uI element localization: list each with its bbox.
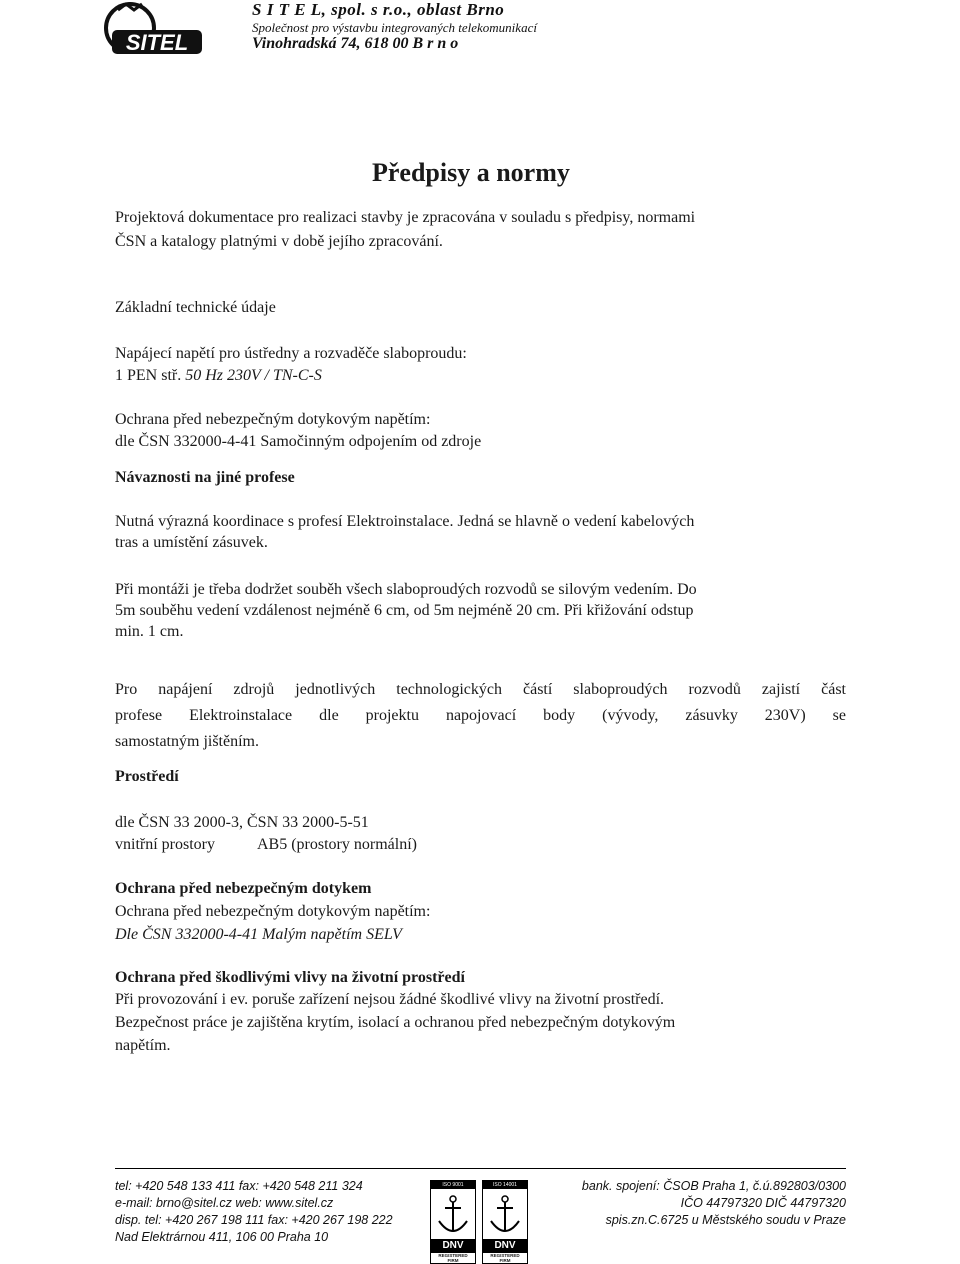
cert-1-brand: DNV: [431, 1239, 475, 1253]
company-logo: [104, 0, 204, 58]
environmental-impact-line-2: Bezpečnost práce je zajištěna krytím, isolací a ochranou před nebezpečným dotykovým: [115, 1014, 676, 1031]
links-p3-line-2: profese Elektroinstalace dle projektu napojovací body (vývody, zásuvky 230V) se: [115, 707, 846, 724]
company-tagline: Společnost pro výstavbu integrovaných telekomunikací: [252, 20, 537, 35]
intro-line-2: ČSN a katalogy platnými v době jejího zpracování.: [115, 233, 443, 250]
power-value-a: 1 PEN stř.: [115, 367, 182, 384]
contact-protection-line-1: Ochrana před nebezpečným dotykovým napětím:: [115, 903, 431, 920]
environment-heading: Prostředí: [115, 768, 179, 785]
contact-protection-line-2: Dle ČSN 332000-4-41 Malým napětím SELV: [115, 926, 402, 943]
environmental-impact-heading: Ochrana před škodlivými vlivy na životní prostředí: [115, 969, 465, 986]
environment-line-2-label: vnitřní prostory: [115, 836, 215, 853]
links-p1-line-1: Nutná výrazná koordinace s profesí Elektroinstalace. Jedná se hlavně o vedení kabelových: [115, 513, 695, 530]
protection-value: dle ČSN 332000-4-41 Samočinným odpojením od zdroje: [115, 433, 482, 450]
links-p2-line-3: min. 1 cm.: [115, 623, 184, 640]
iso-14001-certificate: [482, 1180, 528, 1264]
anchor-icon: [487, 1193, 523, 1237]
environment-line-2: [115, 835, 417, 855]
cert-2-registered: REGISTERED FIRM: [490, 1253, 520, 1263]
iso-9001-certificate: [430, 1180, 476, 1264]
logo-text: SITEL: [125, 30, 189, 55]
company-name: S I T E L, spol. s r.o., oblast Brno: [252, 0, 505, 19]
protection-label: Ochrana před nebezpečným dotykovým napětím:: [115, 411, 431, 428]
environmental-impact-line-3: napětím.: [115, 1037, 171, 1054]
cert-1-registered: REGISTERED FIRM: [438, 1253, 468, 1263]
footer-ids: IČO 44797320 DIČ 44797320: [680, 1196, 846, 1210]
intro-line-1: Projektová dokumentace pro realizaci stavby je zpracována v souladu s předpisy, normami: [115, 209, 696, 226]
cert-2-brand: DNV: [483, 1239, 527, 1253]
footer-hq-address: Nad Elektrárnou 411, 106 00 Praha 10: [115, 1230, 329, 1244]
footer-bank: bank. spojení: ČSOB Praha 1, č.ú.892803/0300: [581, 1179, 846, 1193]
page-title: Předpisy a normy: [372, 158, 570, 187]
environment-line-1: dle ČSN 33 2000-3, ČSN 33 2000-5-51: [115, 814, 369, 831]
technical-heading: Základní technické údaje: [115, 299, 276, 316]
power-value-b: 50 Hz 230V / TN-C-S: [181, 367, 322, 384]
company-address: Vinohradská 74, 618 00 B r n o: [252, 35, 459, 52]
links-p3-line-3: samostatným jištěním.: [115, 733, 259, 750]
anchor-icon: [435, 1193, 471, 1237]
environment-line-2-value: AB5 (prostory normální): [257, 836, 417, 853]
cert-1-label: ISO 9001: [431, 1181, 475, 1189]
footer-phone: tel: +420 548 133 411 fax: +420 548 211 324: [115, 1179, 363, 1193]
footer-registry: spis.zn.C.6725 u Městského soudu v Praze: [605, 1213, 846, 1227]
power-value: [115, 366, 322, 386]
sitel-logo-icon: [104, 0, 204, 58]
cert-2-label: ISO 14001: [483, 1181, 527, 1189]
footer-email-web: e-mail: brno@sitel.cz web: www.sitel.cz: [115, 1196, 334, 1210]
links-p3-line-1: Pro napájení zdrojů jednotlivých technologických částí slaboproudých rozvodů zajistí část: [115, 681, 846, 698]
footer-dispatch: disp. tel: +420 267 198 111 fax: +420 267 198 222: [115, 1213, 393, 1227]
links-p1-line-2: tras a umístění zásuvek.: [115, 534, 268, 551]
links-heading: Návaznosti na jiné profese: [115, 469, 295, 486]
power-label: Napájecí napětí pro ústředny a rozvaděče slaboproudu:: [115, 345, 467, 362]
links-p2-line-2: 5m souběhu vedení vzdálenost nejméně 6 cm, od 5m nejméně 20 cm. Při křižování odstup: [115, 602, 694, 619]
footer-divider: [115, 1168, 846, 1169]
contact-protection-heading: Ochrana před nebezpečným dotykem: [115, 880, 372, 897]
environmental-impact-line-1: Při provozování i ev. poruše zařízení nejsou žádné škodlivé vlivy na životní prostředí.: [115, 991, 665, 1008]
links-p2-line-1: Při montáži je třeba dodržet souběh všech slaboproudých rozvodů se silovým vedením. Do: [115, 581, 697, 598]
